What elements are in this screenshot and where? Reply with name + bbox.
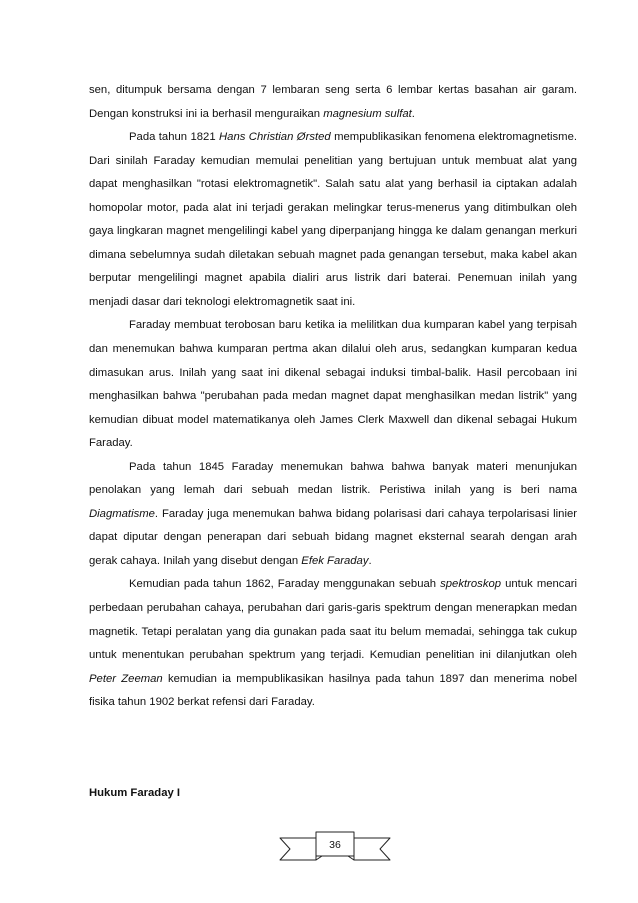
paragraph: [89, 456, 577, 574]
italic-term: magnesium sulfat: [323, 107, 412, 120]
body-text: [89, 79, 577, 715]
paragraph: [89, 79, 577, 126]
text-run: mempublikasikan fenomena elektromagnetisme. Dari sinilah Faraday kemudian memulai penelitian yang bertujuan untuk membuat alat yang dapat menghasilkan "rotasi elektromagnetik". Salah satu alat yang berhasil ia ciptakan adalah homopolar motor, pada alat ini terjadi gerakan melingkar terus-menerus yang ditimbulkan oleh gaya lingkaran magnet mengelilingi kabel yang diperpanjang hingga ke dalam genangan merkuri dimana sebelumnya sudah diletakan sebuah magnet pada genangan tersebut, maka kabel akan berputar mengelilingi magnet apabila dialiri arus listrik dari baterai. Penemuan inilah yang menjadi dasar dari teknologi elektromagnetik saat ini.: [89, 131, 578, 308]
text-run: kemudian ia mempublikasikan hasilnya pada tahun 1897 dan menerima nobel fisika tahun 1902 berkat refensi dari Faraday.: [89, 672, 577, 709]
paragraph: [89, 126, 577, 314]
text-run: Pada tahun 1845 Faraday menemukan bahwa bahwa banyak materi menunjukan penolakan yang lemah dari sebuah medan listrik. Peristiwa inilah yang is beri nama: [89, 460, 577, 497]
text-run: Faraday membuat terobosan baru ketika ia melilitkan dua kumparan kabel yang terpisah dan menemukan bahwa kumparan pertma akan dilalui oleh arus, sedangkan kumparan kedua dimasukan arus. Inilah yang saat ini dikenal sebagai induksi timbal-balik. Hasil percobaan ini menghasilkan bahwa "perubahan pada medan magnet dapat menghasilkan medan listrik" yang kemudian dibuat model matematikanya oleh James Clerk Maxwell dan dikenal sebagai Hukum Faraday.: [89, 319, 577, 450]
italic-term: spektroskop: [440, 578, 502, 591]
italic-term: Diagmatisme: [89, 507, 155, 520]
text-run: untuk mencari perbedaan perubahan cahaya, perubahan dari garis-garis spektrum dengan menerapkan medan magnetik. Tetapi peralatan yang dia gunakan pada saat itu belum memadai, sehingga tak cukup untuk menentukan perubahan spektrum yang terjadi. Kemudian penelitian ini dilanjutkan oleh: [89, 578, 577, 662]
italic-term: Peter Zeeman: [89, 672, 163, 685]
text-run: sen, ditumpuk bersama dengan 7 lembaran seng serta 6 lembar kertas basahan air garam. Dengan konstruksi ini ia berhasil menguraikan: [89, 84, 577, 120]
text-run: .: [368, 554, 372, 567]
text-run: . Faraday juga menemukan bahwa bidang polarisasi dari cahaya terpolarisasi linier dapat diputar dengan penerapan dari sebuah bidang magnet eksternal searah dengan arah gerak cahaya. Inilah yang disebut dengan: [89, 507, 577, 567]
italic-term: Hans Christian Ørsted: [219, 131, 331, 144]
page-number: 36: [329, 839, 341, 851]
text-run: .: [411, 107, 415, 120]
text-run: Pada tahun 1821: [129, 131, 220, 144]
paragraph: [89, 314, 577, 455]
paragraph: [89, 573, 577, 714]
italic-term: Efek Faraday: [301, 554, 369, 567]
text-run: Kemudian pada tahun 1862, Faraday menggunakan sebuah: [129, 578, 441, 591]
section-heading: Hukum Faraday I: [89, 787, 181, 799]
